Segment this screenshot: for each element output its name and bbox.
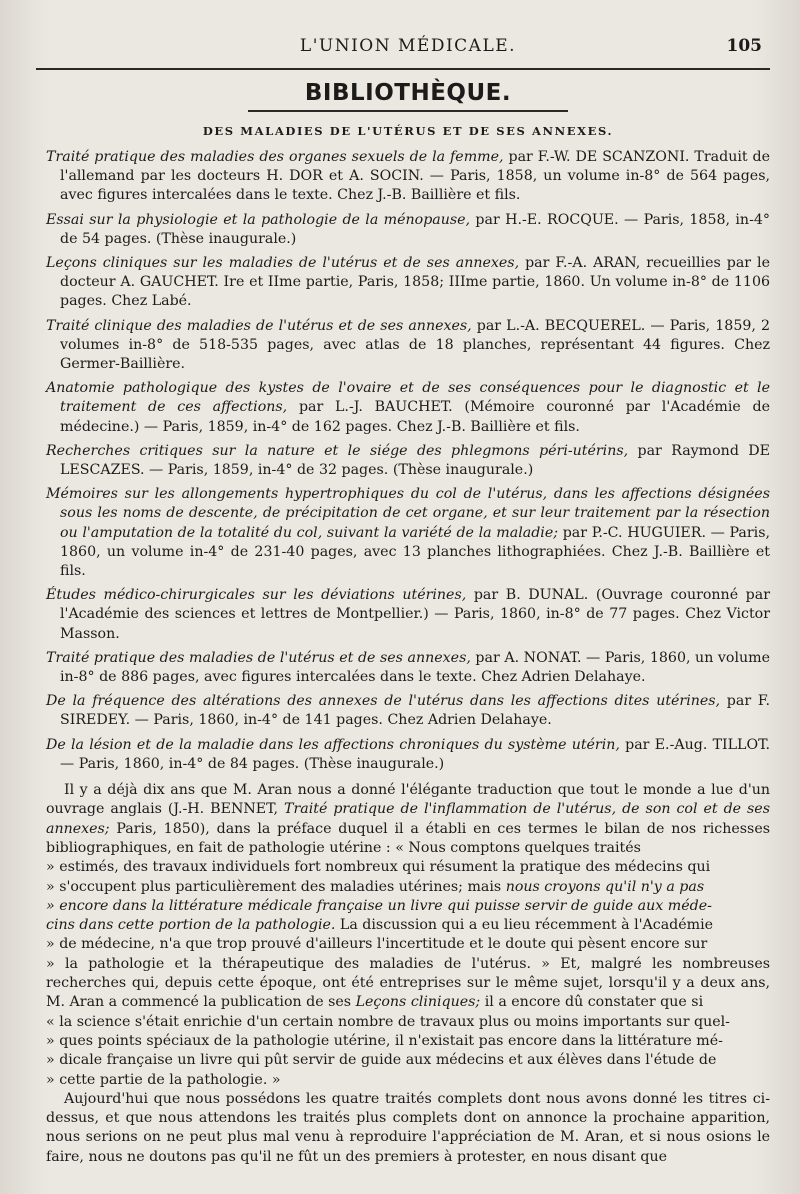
cited-title: Traité pratique de l'inflammation de l'utérus, de son col et de ses annexes; bbox=[46, 801, 770, 837]
entry-title: De la fréquence des altérations des annexes de l'utérus dans les affections dites utérines, bbox=[46, 693, 721, 710]
entry-title: Anatomie pathologique des kystes de l'ovaire et de ses conséquences pour le diagnostic et le traitement de ces affections, bbox=[46, 380, 770, 416]
body-text: Il y a déjà dix ans que M. Aran nous a donné l'élégante traduction que tout le monde a lue d'un ouvrage anglais (J.-H. BENNET, bbox=[46, 782, 770, 818]
bibliography-entry bbox=[46, 485, 770, 581]
bibliography-entry bbox=[46, 254, 770, 312]
entry-details: par L.-A. BECQUEREL. — Paris, 1859, 2 volumes in-8° de 518-535 pages, avec atlas de 18 planches, représentant 44 figures. Chez Germer-Baillière. bbox=[60, 317, 770, 373]
bibliography-entry bbox=[46, 736, 770, 774]
bibliography-entry bbox=[46, 317, 770, 375]
paragraph-1 bbox=[46, 781, 770, 1090]
cited-title: Leçons cliniques; bbox=[355, 994, 481, 1011]
section-title: BIBLIOTHÈQUE. bbox=[304, 80, 512, 106]
quote-line bbox=[46, 916, 770, 935]
entry-title: Mémoires sur les allongements hypertrophiques du col de l'utérus, dans les affections désignées sous les noms de descente, de précipitation de cet organe, et sur leur traitement par la résection ou l'amputation de la totalité du col, suivant la variété de la maladie; bbox=[46, 486, 770, 541]
page-number: 105 bbox=[726, 36, 762, 56]
entry-details: par B. DUNAL. (Ouvrage couronné par l'Académie des sciences et lettres de Montpellier.) — Paris, 1860, in-8° de 77 pages. Chez Victor Masson. bbox=[60, 587, 771, 642]
quote-emphasis: cins dans cette portion de la pathologie. bbox=[46, 917, 336, 934]
quote-text: » s'occupent plus particulièrement des maladies utérines; mais bbox=[46, 878, 506, 895]
entry-details: par F.-A. ARAN, recueillies par le docteur A. GAUCHET. Ire et IIme partie, Paris, 1858; IIIme partie, 1860. Un volume in-8° de 1106 pages. Chez Labé. bbox=[60, 255, 770, 310]
entry-details: par L.-J. BAUCHET. (Mémoire couronné par l'Académie de médecine.) — Paris, 1859, in-4° de 162 pages. Chez J.-B. Baillière et fils. bbox=[60, 399, 770, 435]
quote-line bbox=[46, 897, 770, 916]
bibliography-entry bbox=[46, 586, 770, 644]
quote-line: » estimés, des travaux individuels fort nombreux qui résument la pratique des médecins qui bbox=[46, 859, 711, 876]
quote-emphasis: nous croyons qu'il n'y a pas bbox=[505, 878, 705, 895]
running-head bbox=[46, 36, 770, 66]
section-subtitle: DES MALADIES DE L'UTÉRUS ET DE SES ANNEXES. bbox=[202, 124, 614, 138]
bibliography-list bbox=[46, 148, 770, 774]
entry-details: par A. NONAT. — Paris, 1860, un volume in-8° de 886 pages, avec figures intercalées dans le texte. Chez Adrien Delahaye. bbox=[60, 649, 770, 686]
quote-line: » ques points spéciaux de la pathologie utérine, il n'existait pas encore dans la littérature mé- bbox=[46, 1032, 723, 1049]
body-text: » la pathologie et la thérapeutique des maladies de l'utérus. » Et, malgré les nombreuses recherches qui, depuis cette époque, ont été entreprises sur le même sujet, lorsqu'il y a deux ans, M. Aran a commencé la publication de ses bbox=[46, 955, 770, 1011]
running-title: L'UNION MÉDICALE. bbox=[299, 36, 517, 56]
header-rule bbox=[36, 68, 770, 70]
body-text: il a encore dû constater que si bbox=[480, 994, 704, 1011]
entry-title: Leçons cliniques sur les maladies de l'utérus et de ses annexes, bbox=[46, 255, 520, 272]
entry-title: Études médico-chirurgicales sur les déviations utérines, bbox=[46, 587, 467, 604]
entry-details: par E.-Aug. TILLOT. — Paris, 1860, in-4° de 84 pages. (Thèse inaugurale.) bbox=[60, 736, 770, 772]
quote-line: « la science s'était enrichie d'un certain nombre de travaux plus ou moins importants sur quel- bbox=[46, 1013, 730, 1030]
body-text: La discussion qui a eu lieu récemment à l'Académie bbox=[335, 917, 714, 934]
quote-line bbox=[46, 955, 770, 1013]
quote-line bbox=[46, 878, 770, 897]
entry-details: par F. SIREDEY. — Paris, 1860, in-4° de 141 pages. Chez Adrien Delahaye. bbox=[60, 693, 770, 729]
review-body bbox=[46, 781, 770, 1167]
entry-title: Traité pratique des maladies des organes sexuels de la femme, bbox=[46, 149, 504, 165]
paragraph-2: Aujourd'hui que nous possédons les quatre traités complets dont nous avons donné les titres ci-dessus, et que nous attendons les traités plus complets dont on annonce la prochaine apparition, nous serions on ne peut plus mal venu à reproduire l'appréciation de M. Aran, et si nous osions le faire, nous ne doutons pas qu'il ne fût un des premiers à protester, en nous disant que bbox=[46, 1090, 770, 1165]
entry-title: Traité pratique des maladies de l'utérus et de ses annexes, bbox=[46, 649, 471, 666]
bibliography-entry bbox=[46, 211, 770, 249]
bibliography-entry bbox=[46, 442, 770, 480]
body-text: Paris, 1850), dans la préface duquel il a établi en ces termes le bilan de nos richesses bibliographiques, en fait de pathologie utérine : « Nous comptons quelques traités bbox=[46, 820, 770, 856]
bibliography-entry bbox=[46, 379, 770, 437]
entry-details: par P.-C. HUGUIER. — Paris, 1860, un volume in-4° de 231-40 pages, avec 13 planches lithographiées. Chez J.-B. Baillière et fils. bbox=[60, 524, 771, 580]
entry-title: De la lésion et de la maladie dans les affections chroniques du système utérin, bbox=[46, 736, 620, 753]
bibliography-entry bbox=[46, 692, 770, 730]
entry-details: par Raymond DE LESCAZES. — Paris, 1859, in-4° de 32 pages. (Thèse inaugurale.) bbox=[60, 442, 770, 479]
entry-details: par F.-W. DE SCANZONI. Traduit de l'allemand par les docteurs H. DOR et A. SOCIN. — Paris, 1858, un volume in-8° de 564 pages, avec figures intercalées dans le texte. Chez J.-B. Baillière et fils. bbox=[60, 149, 771, 204]
bibliography-entry bbox=[46, 649, 770, 687]
quote-line: » dicale française un livre qui pût servir de guide aux médecins et aux élèves dans l'étude de bbox=[46, 1052, 717, 1069]
title-rule bbox=[248, 110, 568, 112]
entry-title: Essai sur la physiologie et la pathologie de la ménopause, bbox=[46, 211, 471, 228]
entry-title: Recherches critiques sur la nature et le siége des phlegmons péri-utérins, bbox=[46, 442, 629, 459]
quote-line: » cette partie de la pathologie. » bbox=[46, 1071, 281, 1088]
quote-emphasis: » encore dans la littérature médicale française un livre qui puisse servir de guide aux méde- bbox=[46, 897, 712, 914]
bibliography-entry bbox=[46, 148, 770, 206]
entry-details: par H.-E. ROCQUE. — Paris, 1858, in-4° de 54 pages. (Thèse inaugurale.) bbox=[60, 211, 770, 247]
entry-title: Traité clinique des maladies de l'utérus et de ses annexes, bbox=[46, 317, 472, 334]
quote-line: » de médecine, n'a que trop prouvé d'ailleurs l'incertitude et le doute qui pèsent encore sur bbox=[46, 936, 708, 953]
